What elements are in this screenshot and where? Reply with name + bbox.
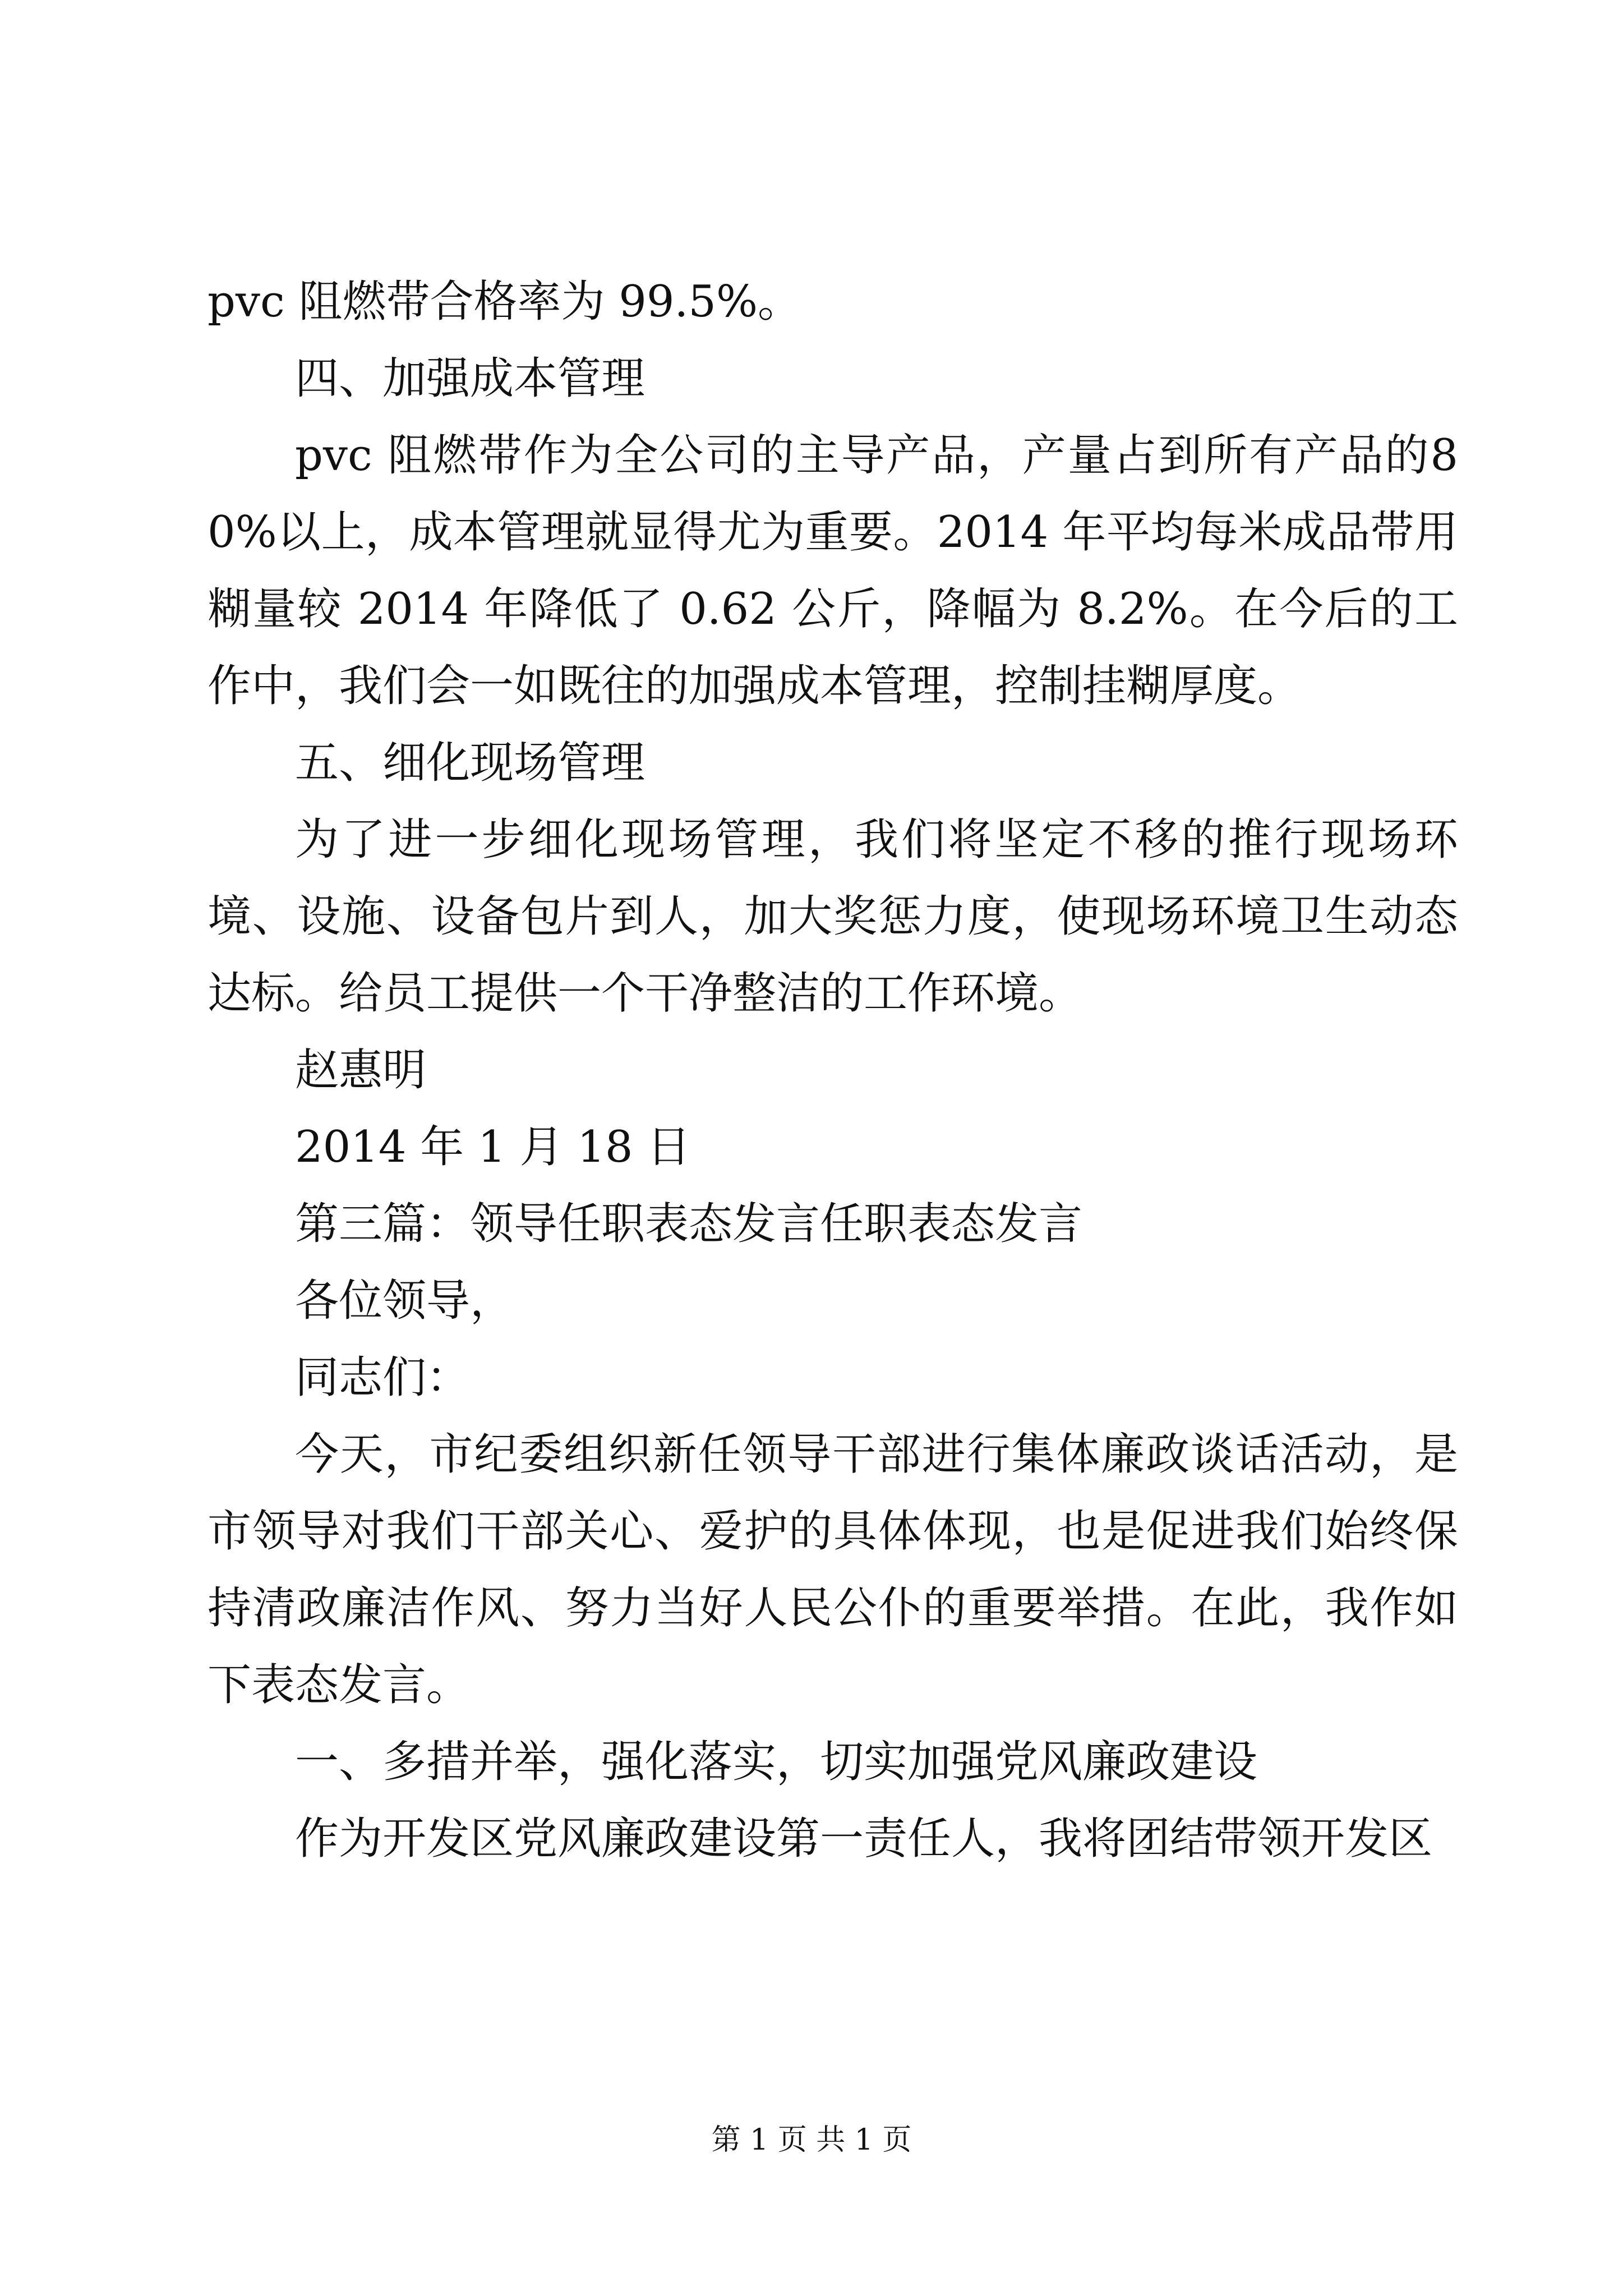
paragraph-party-conduct: 作为开发区党风廉政建设第一责任人，我将团结带领开发区 bbox=[295, 1814, 1433, 1864]
document-date: 2014 年 1 月 18 日 bbox=[295, 1122, 691, 1172]
paragraph-introduction: 今天，市纪委组织新任领导干部进行集体廉政谈话活动，是市领导对我们干部关心、爱护的具体体现，也是促进我们始终保持清政廉洁作风、努力当好人民公仆的重要举措。在此，我作如下表态发言。 bbox=[208, 1429, 1458, 1710]
paragraph-1: pvc 阻燃带合格率为 99.5%。 bbox=[208, 277, 802, 327]
salutation-leaders: 各位领导， bbox=[295, 1276, 514, 1326]
salutation-comrades: 同志们： bbox=[295, 1352, 471, 1403]
author-name: 赵惠明 bbox=[295, 1045, 427, 1096]
page-footer: 第 1 页 共 1 页 bbox=[711, 2123, 912, 2157]
paragraph-cost-management: pvc 阻燃带作为全公司的主导产品，产量占到所有产品的80%以上，成本管理就显得尤为重要。2014 年平均每米成品带用糊量较 2014 年降低了 0.62 公斤，降幅为 8.2%。在今后的工作中，我们会一如既往的加强成本管理，控制挂糊厚度。 bbox=[208, 430, 1458, 711]
document-body bbox=[208, 264, 1458, 1878]
section-heading-site-management: 五、细化现场管理 bbox=[295, 738, 645, 788]
section-heading-party-conduct: 一、多措并举，强化落实，切实加强党风廉政建设 bbox=[295, 1737, 1258, 1787]
paragraph-site-management: 为了进一步细化现场管理，我们将坚定不移的推行现场环境、设施、设备包片到人，加大奖惩力度，使现场环境卫生动态达标。给员工提供一个干净整洁的工作环境。 bbox=[208, 815, 1458, 1019]
chapter-title: 第三篇：领导任职表态发言任职表态发言 bbox=[295, 1199, 1083, 1249]
section-heading-cost-management: 四、加强成本管理 bbox=[295, 353, 645, 404]
